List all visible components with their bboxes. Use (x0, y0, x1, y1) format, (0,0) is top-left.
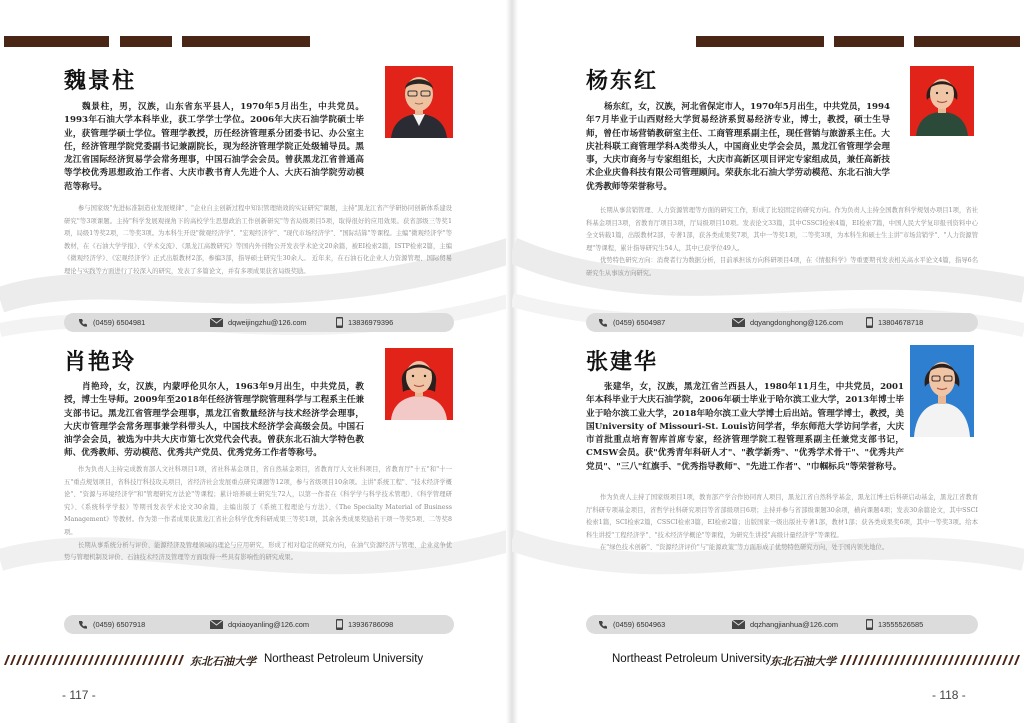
profile-research (586, 492, 978, 555)
header-bar-segment (914, 36, 1020, 47)
mobile-number: 13936786098 (348, 620, 394, 629)
contact-email[interactable] (210, 313, 307, 332)
contact-phone (78, 313, 145, 332)
university-name-en: Northeast Petroleum University (612, 653, 772, 665)
header-bar-segment (696, 36, 824, 47)
contact-mobile (336, 313, 393, 332)
mobile-phone-icon (866, 619, 873, 630)
mobile-number: 13836979396 (348, 318, 394, 327)
mobile-phone-icon (336, 317, 343, 328)
university-logo-calligraphy: 东北石油大学 (770, 655, 836, 668)
phone-icon (598, 620, 608, 630)
research-paragraph: 长期从事系统分析与评价、能源经济及管理领域的理论与应用研究，形成了相对稳定的研究方向，在油气资源经济与管理、企业竞争优势与管理机制及评价、石油技术经济及管理等方面取得一些具有影响性的研究成果。 (64, 541, 452, 562)
email-icon (732, 620, 745, 629)
profile-bio: 肖艳玲，女，汉族，内蒙呼伦贝尔人，1963年9月出生，中共党员，教授，博士生导师。2009年至2018年任经济管理学院管理科学与工程系主任兼支部书记。黑龙江省管理学会理事，黑龙江省数量经济与技术经济学会理事，大庆市管理学会常务理事兼学科带头人，中国技术经济学会高级会员。中国石油学会会员，被选为中共大庆市第七次党代会代表。曾获东北石油大学特色教师、优秀教师、劳动模范、优秀共产党员、优秀党务工作者等称号。 (64, 382, 364, 459)
contact-mobile (866, 615, 923, 634)
contact-bar (586, 615, 978, 634)
research-paragraph: 在"绿色技术创新"、"资源经济评价"与"能源政策"等方面形成了优势特色研究方向，处于国内领先地位。 (600, 544, 889, 552)
university-name-en: Northeast Petroleum University (264, 653, 424, 665)
page-number: - 118 - (932, 688, 966, 702)
header-bar-segment (120, 36, 172, 47)
profile-research (64, 464, 452, 565)
portrait-photo (910, 66, 974, 136)
research-paragraph: 参与国家级"先进标准制造业发展规律"、"企业自主创新过程中知识管理绩效的实证研究"课题，主持"黑龙江省产学研协同创新体系建设研究"等3项课题。主持"科学发展观视角下的高校学生思想政治工作创新研究"等省局级项目5项，取得很好的应用效果。获省部级三等奖1项，局级1等奖2项，二等奖3项。为本科生开设"微观经济学"、"宏观经济学"、"现代市场经济学"、"国际结算"等课程。主编"微观经济学"等教材，在《石油大学学报》、《学术交流》、《黑龙江高教研究》等国内外刊物公开发表学术论文20余篇，被EI检索2篇，ISTP检索2篇，主编《微观经济学》、《宏观经济学》正式出版教材2部，参编3部，指导硕士研究生30余人。 近年来，在石油石化企业人力资源管理、国际贸易理论与实践等方面进行了较深入的研究，发表了多篇论文，并有多项成果获省局级奖励。 (64, 205, 452, 275)
profile-name: 肖艳玲 (64, 350, 137, 375)
phone-icon (78, 620, 88, 630)
contact-bar (586, 313, 978, 332)
mobile-phone-icon (866, 317, 873, 328)
right-page (512, 0, 1024, 723)
contact-phone (78, 615, 145, 634)
portrait-photo (385, 66, 453, 138)
phone-icon (78, 318, 88, 328)
phone-number: (0459) 6504981 (93, 318, 146, 327)
profile-bio: 杨东红，女，汉族，河北省保定市人，1970年5月出生，中共党员，1994年7月毕业于山西财经大学贸易经济系贸易经济专业，博士，教授，硕士生导师，曾任市场营销教研室主任、工商管理系副主任，现任营销与旅游系主任。大庆社科联工商管理学科A类带头人，中国商业史学会会员，黑龙江省管理学会理事，大庆市商务与专家组组长，大庆市高新区项目评定专家组成员，兼任高新技术企业庆鲁科技有限公司管理顾问。荣获东北石油大学劳动模范、东北石油大学优秀教师等荣誉称号。 (586, 102, 890, 192)
email-address[interactable]: dqyangdonghong@126.com (750, 318, 843, 327)
research-paragraph: 长期从事营销管理、人力资源管理等方面的研究工作，形成了比较固定的研究方向。作为负责人主持全国教育科学规划办项目1项，省社科基金项目3项，省教育厅项目3项，厅局级项目10项。发表论文33篇，其中CSSCI检索4篇，EI检索7篇，中国人民大学复印报刊资料中心全文转载1篇，出版教材2部，专著1部，获各类成果奖7项，其中一等奖1项，二等奖3项，为本科生和硕士生主讲"市场营销学"、"人力资源管理"等课程，累计指导研究生54人，其中已获学位49人。 (586, 207, 978, 252)
mobile-number: 13804678718 (878, 318, 924, 327)
contact-phone (598, 313, 665, 332)
email-address[interactable]: dqweijingzhu@126.com (228, 318, 307, 327)
research-paragraph: 作为负责人主持完成教育部人文社科项目1项，省社科基金项目，省自然基金项目，省教育厅人文社科项目，省教育厅"十五"和"十一五"重点规划项目，省科技厅科技攻关项目，省经济社会发展重点研究课题等12项，参与省级项目10余项。主讲"系统工程"、"技术经济学概论"、"资源与环境经济学"和"管理研究方法论"等课程；累计培养硕士研究生72人，以第一作者在《科学学与科学技术管理》、《科学管理研究》、《系统科学学报》等期刊发表学术论文30余篇，主编出版了《系统工程理论与方法》、《The Specialty Material of Business Management》等教材。作为第一作者成果获黑龙江省社会科学优秀科研成果三等奖1项，其余各类成果奖励若干项一等奖5项、二等奖8项。 (64, 466, 452, 536)
mobile-number: 13555526585 (878, 620, 924, 629)
contact-email[interactable] (210, 615, 309, 634)
contact-bar (64, 313, 454, 332)
profile-name: 魏景柱 (64, 69, 137, 94)
email-icon (210, 318, 223, 327)
research-paragraph: 作为负责人主持了国家级项目1项，教育部产学合作协同育人项目，黑龙江省自然科学基金，黑龙江博士后科研启动基金，黑龙江省教育厅科研专项基金项目，省哲学社科研究项目等省部级项目6项；主持并参与省部级课题30余项，横向课题4项；发表30余篇论文，其中SSCI检索1篇，SCI检索2篇，CSSCI检索3篇，EI检索2篇；出版国家一级出版社专著1部，教材1部；获各类成果奖6项，其中一等奖3项。给本科生讲授"工程经济学"、"技术经济学概论"等课程，为研究生讲授"高级计量经济学"等课程。 (586, 494, 978, 539)
profile-research (586, 205, 978, 281)
contact-email[interactable] (732, 313, 843, 332)
portrait-photo (385, 348, 453, 420)
phone-number: (0459) 6504963 (613, 620, 666, 629)
profile-name: 杨东红 (586, 69, 659, 94)
footer-hatch-bar (840, 655, 1020, 665)
research-paragraph: 优势特色研究方向：消费者行为数据分析，目前承担该方向科研项目4项，在《情报科学》等重要期刊发表相关高水平论文4篇，指导6名研究生从事该方向研究。 (586, 257, 978, 277)
contact-mobile (866, 313, 923, 332)
phone-icon (598, 318, 608, 328)
contact-mobile (336, 615, 393, 634)
header-bar-segment (4, 36, 109, 47)
profile-research (64, 203, 452, 279)
header-bar-segment (834, 36, 904, 47)
email-icon (732, 318, 745, 327)
email-icon (210, 620, 223, 629)
mobile-phone-icon (336, 619, 343, 630)
contact-phone (598, 615, 665, 634)
page-number: - 117 - (62, 688, 96, 702)
profile-bio: 魏景柱，男，汉族，山东省东平县人，1970年5月出生，中共党员。1993年石油大学本科毕业，获工学学士学位。2006年大庆石油学院硕士毕业，获管理学硕士学位。管理学教授，历任经济管理系分团委书记、办公室主任，经济管理学院党委副书记兼副院长，现为经济管理学院正处级辅导员。黑龙江省国际经济贸易学会常务理事，中国石油学会会员。曾获黑龙江省普通高等学校优秀思想政治工作者、大庆市教书育人先进个人、大庆石油学院劳动模范等称号。 (64, 102, 364, 192)
profile-bio: 张建华，女，汉族，黑龙江省兰西县人，1980年11月生，中共党员，2001年本科毕业于大庆石油学院，2006年硕士毕业于哈尔滨工业大学，2013年博士毕业于哈尔滨工业大学，2018年哈尔滨工业大学博士后出站。管理学博士，教授，美国University of Missouri-St. Louis访问学者，华东师范大学访问学者，大庆市首批重点培育智库首席专家，经济管理学院工程管理系副主任兼党支部书记，CMSW会员。获"优秀青年科研人才"、"教学新秀"、"优秀学术骨干"、"优秀共产党员"、"三八"红旗手、"优秀指导教师"、"先进工作者"、"巾帼标兵"等荣誉称号。 (586, 382, 904, 472)
email-address[interactable]: dqxiaoyanling@126.com (228, 620, 310, 629)
header-bar-segment (182, 36, 310, 47)
email-address[interactable]: dqzhangjianhua@126.com (750, 620, 839, 629)
phone-number: (0459) 6507918 (93, 620, 146, 629)
footer-hatch-bar (4, 655, 184, 665)
phone-number: (0459) 6504987 (613, 318, 666, 327)
portrait-photo (910, 345, 974, 437)
contact-bar (64, 615, 454, 634)
profile-name: 张建华 (586, 350, 659, 375)
contact-email[interactable] (732, 615, 838, 634)
university-logo-calligraphy: 东北石油大学 (190, 655, 256, 668)
